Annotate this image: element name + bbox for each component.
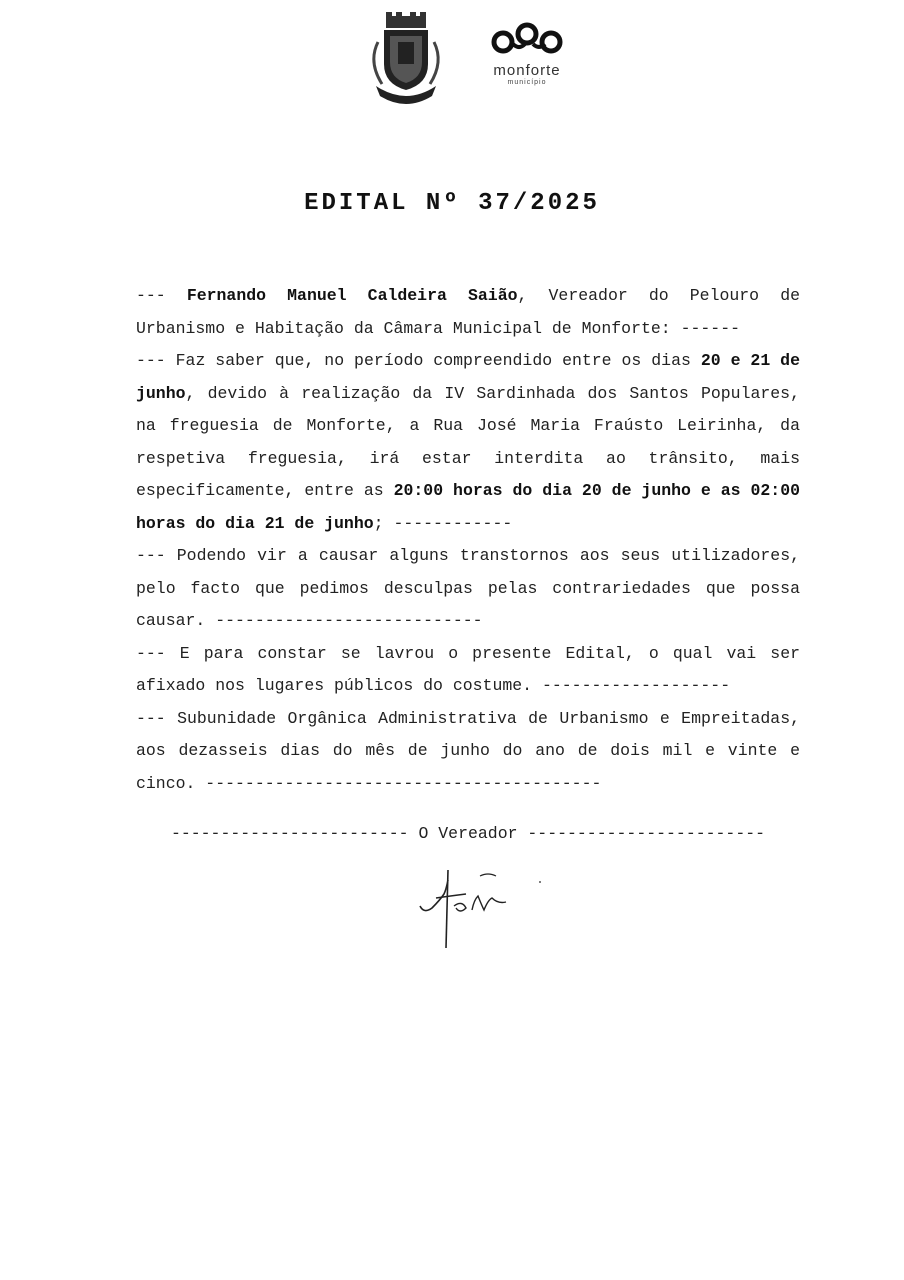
notice-dates: 20 e 21 de junho bbox=[136, 351, 800, 403]
header-logos bbox=[360, 12, 600, 112]
paragraph-notice bbox=[136, 345, 800, 540]
paragraph-intro bbox=[136, 280, 800, 345]
brand-name: monforte bbox=[493, 62, 561, 79]
document-body bbox=[136, 280, 800, 800]
councillor-name: Fernando Manuel Caldeira Saião bbox=[186, 286, 518, 305]
coat-of-arms-icon bbox=[360, 12, 452, 104]
brand-subtitle: município bbox=[507, 79, 547, 86]
notice-part-a: --- Faz saber que, no período compreendido entre os dias bbox=[136, 351, 701, 370]
intro-rest: , Vereador do Pelouro de Urbanismo e Habitação da Câmara Municipal de Monforte: ------ bbox=[136, 286, 800, 338]
paragraph-posting: --- E para constar se lavrou o presente Edital, o qual vai ser afixado nos lugares públicos do costume. ------------------- bbox=[136, 643, 800, 695]
monforte-brand bbox=[472, 20, 582, 115]
notice-part-e: ; ------------ bbox=[373, 513, 513, 533]
intro-lead: --- bbox=[136, 286, 187, 305]
signer-line: ------------------------ O Vereador ------------------------ bbox=[170, 824, 766, 843]
notice-part-c: , devido à realização da IV Sardinhada dos Santos Populares, na freguesia de Monforte, a Rua José Maria Fraústo Leirinha, da respetiva freguesia, irá estar interdita ao trânsito, mais especificamente, entre as bbox=[136, 383, 800, 500]
notice-times: 20:00 horas do dia 20 de junho e as 02:00 horas do dia 21 de junho bbox=[136, 481, 800, 533]
handwritten-signature-icon bbox=[410, 860, 550, 960]
document-title: EDITAL Nº 37/2025 bbox=[304, 190, 600, 217]
monforte-logo-icon bbox=[487, 20, 567, 60]
paragraph-closing: --- Subunidade Orgânica Administrativa de Urbanismo e Empreitadas, aos dezasseis dias do mês de junho do ano de dois mil e vinte e cinco. ---------------------------------------- bbox=[136, 708, 800, 793]
paragraph-apology: --- Podendo vir a causar alguns transtornos aos seus utilizadores, pelo facto que pedimos desculpas pelas contrariedades que possa causar. --------------------------- bbox=[136, 546, 800, 630]
